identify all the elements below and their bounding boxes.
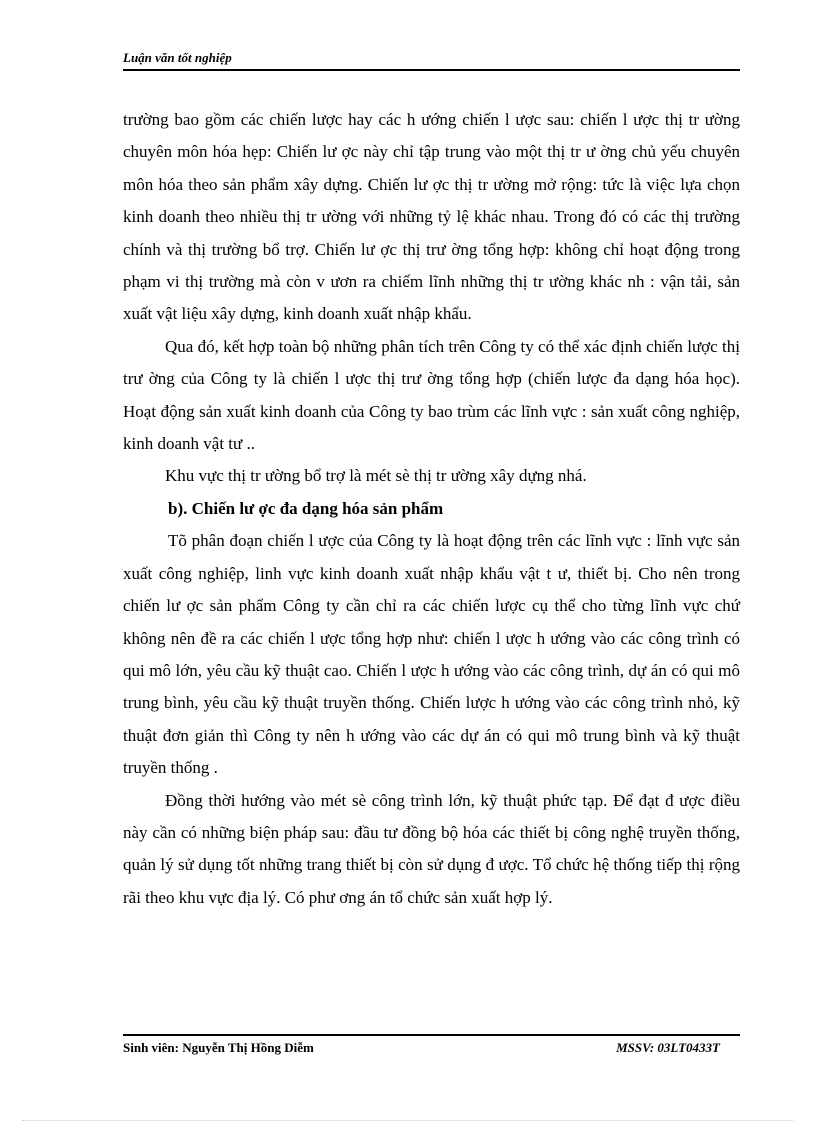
paragraph-market-strategy: trường bao gồm các chiến lược hay các h ướng chiến l ược sau: chiến l ược thị tr ường chuyên môn hóa hẹp: Chiến lư ợc này chỉ tập trung vào một thị tr ư ờng chủ yếu chuyên môn hóa theo sản phẩm xây dựng. Chiến lư ợc thị tr ường mở rộng: tức là việc lựa chọn kinh doanh theo nhiều thị tr ường với những tỷ lệ khác nhau. Trong đó có các thị trường chính và thị trường bổ trợ. Chiến lư ợc thị trư ờng tổng hợp: không chỉ hoạt động trong phạm vi thị trường mà còn v ươn ra chiếm lĩnh những thị tr ường khác nh : vận tải, sản xuất vật liệu xây dựng, kinh doanh xuất nhập khẩu.	[123, 110, 740, 324]
header-divider	[123, 69, 740, 71]
student-name: Sinh viên: Nguyễn Thị Hồng Diễm	[123, 1040, 314, 1055]
paragraph-product-strategy: Tõ phân đoạn chiến l ược của Công ty là hoạt động trên các lĩnh vực : lĩnh vực sản xuất công nghiệp, linh vực kinh doanh xuất nhập khẩu vật t ư, thiết bị. Cho nên trong chiến lư ợc sản phẩm Công ty cần chỉ ra các chiến lược cụ thể cho từng lĩnh vực chứ không nên đề ra các chiến l ược tổng hợp như: chiến l ược h ướng vào các công trình có qui mô lớn, yêu cầu kỹ thuật cao. Chiến l ược h ướng vào các công trình, dự án có qui mô trung bình, yêu cầu kỹ thuật truyền thống. Chiến lược h ướng vào các công trình nhỏ, kỹ thuật đơn giản thì Công ty nên h ướng vào các dự án có qui mô trung bình và kỹ thuật truyền thống .	[123, 531, 740, 778]
document-body	[123, 104, 740, 914]
student-id: MSSV: 03LT0433T	[616, 1040, 720, 1055]
page-bottom-edge	[22, 1120, 794, 1121]
section-heading-product-diversification: b). Chiến lư ợc đa dạng hóa sản phẩm	[168, 498, 444, 518]
paragraph-analysis-conclusion: Qua đó, kết hợp toàn bộ những phân tích trên Công ty có thể xác định chiến lược thị trư ờng của Công ty là chiến l ược thị trư ờng tổng hợp (chiến lược đa dạng hóa học). Hoạt động sản xuất kinh doanh của Công ty bao trùm các lĩnh vực : sản xuất công nghiệp, kinh doanh vật tư ..	[123, 336, 740, 454]
page-header-title: Luận văn tốt nghiệp	[123, 50, 232, 65]
footer-divider	[123, 1034, 740, 1036]
paragraph-measures: Đồng thời hướng vào mét sè công trình lớn, kỹ thuật phức tạp. Để đạt đ ược điều này cần có những biện pháp sau: đầu tư đồng bộ hóa các thiết bị công nghệ truyền thống, quản lý sử dụng tốt những trang thiết bị còn sử dụng đ ược. Tổ chức hệ thống tiếp thị rộng rãi theo khu vực địa lý. Có phư ơng án tổ chức sản xuất hợp lý.	[123, 790, 740, 907]
paragraph-supplementary-market: Khu vực thị tr ường bổ trợ là mét sè thị tr ường xây dựng nhá.	[165, 466, 587, 486]
